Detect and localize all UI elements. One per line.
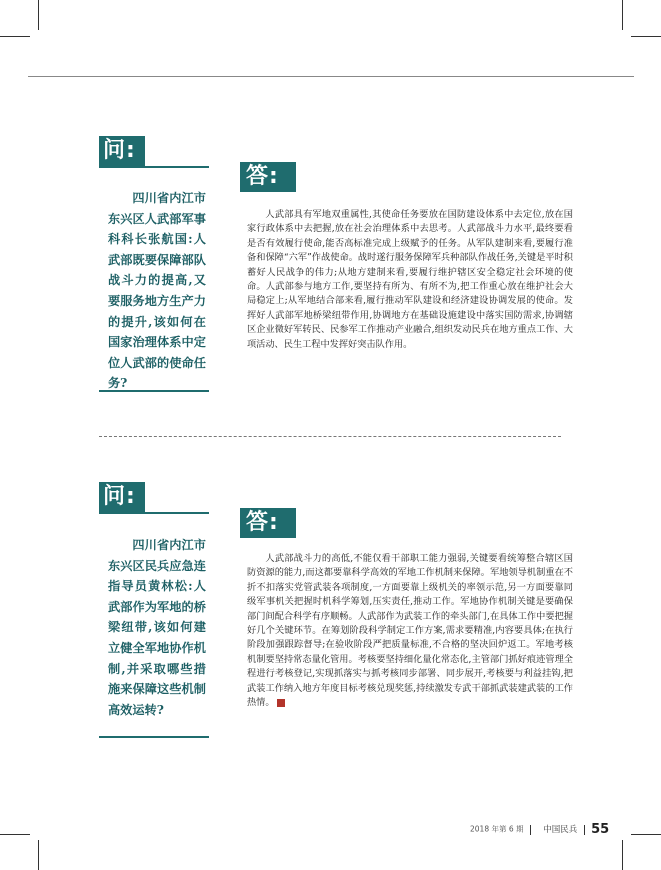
crop-mark-bl-h	[0, 834, 30, 835]
answer-heading-2: 答:	[240, 508, 296, 538]
answer-text-2	[247, 552, 573, 710]
footer-separator-2	[584, 825, 585, 835]
footer-issue: 2018 年第 6 期	[470, 824, 524, 834]
answer-heading-1: 答:	[240, 162, 296, 192]
crop-mark-tr-v	[622, 0, 623, 30]
question-rule-bottom-1	[99, 390, 209, 392]
crop-mark-tr-h	[631, 36, 661, 37]
question-heading-1: 问:	[99, 136, 145, 166]
section-divider	[99, 436, 561, 437]
crop-mark-tl-v	[38, 0, 39, 30]
answer-text-2-body: 人武部战斗力的高低,不能仅看干部职工能力强弱,关键要看统筹整合辖区国防资源的能力,而这都要靠科学高效的军地工作机制来保障。军地领导机制重在不折不扣落实党管武装各项制度,一方面要靠上级机关的率领示范,另一方面要靠同级军事机关把握时机科学筹划,压实责任,推动工作。军地协作机制关键是要确保部门间配合科学有序顺畅。人武部作为武装工作的牵头部门,在具体工作中要把握好几个关键环节。在筹划阶段科学制定工作方案,需求要精准,内容要具体;在执行阶段加强跟踪督导;在验收阶段严把质量标准,不合格的坚决回炉返工。军地考核机制要坚持常态量化管用。考核要坚持细化量化常态化,主管部门抓好痕迹管理全程进行考核登记,实现抓落实与抓考核同步部署、同步展开,考核要与利益挂钩,把武装工作纳入地方年度目标考核兑现奖惩,持续激发专武干部抓武装建武装的工作热情。	[247, 553, 573, 709]
page-footer	[470, 822, 609, 837]
question-heading-2: 问:	[99, 482, 145, 512]
footer-magazine: 中国民兵	[543, 824, 578, 835]
crop-mark-br-v	[622, 840, 623, 870]
crop-mark-tl-h	[0, 36, 30, 37]
crop-mark-bl-v	[38, 840, 39, 870]
question-rule-bottom-2	[99, 736, 209, 738]
end-mark-icon	[277, 699, 285, 707]
top-rule	[28, 76, 634, 77]
question-rule-top-1	[99, 166, 209, 168]
question-text-1: 四川省内江市东兴区人武部军事科科长张航国:人武部既要保障部队战斗力的提高,又要服务地方生产力的提升,该如何在国家治理体系中定位人武部的使命任务?	[108, 191, 206, 391]
answer-text-1: 人武部具有军地双重属性,其使命任务要放在国防建设体系中去定位,放在国家行政体系中去把握,放在社会治理体系中去思考。人武部战斗力水平,最终要看是否有效履行使命,能否高标准完成上级赋予的任务。从军队建制来看,要履行准备和保障“六军”作战使命。战时遂行服务保障军兵种部队作战任务,关键是平时积蓄好人民战争的伟力;从地方建制来看,要履行维护辖区安全稳定社会环境的使命。人武部参与地方工作,要坚持有所为、有所不为,把工作重心放在维护社会大局稳定上;从军地结合部来看,履行推动军队建设和经济建设协调发展的使命。发挥好人武部军地桥梁纽带作用,协调地方在基础设施建设中落实国防需求,协调辖区企业微好军转民、民参军工作推动产业融合,组织发动民兵在地方重点工作、大项活动、民生工程中发挥好突击队作用。	[247, 209, 573, 350]
page-number: 55	[591, 822, 610, 837]
question-rule-top-2	[99, 512, 209, 514]
question-text-2: 四川省内江市东兴区民兵应急连指导员黄林松:人武部作为军地的桥梁纽带,该如何建立健全军地协作机制,并采取哪些措施来保障这些机制高效运转?	[108, 538, 206, 717]
footer-separator	[530, 825, 531, 835]
crop-mark-br-h	[631, 834, 661, 835]
